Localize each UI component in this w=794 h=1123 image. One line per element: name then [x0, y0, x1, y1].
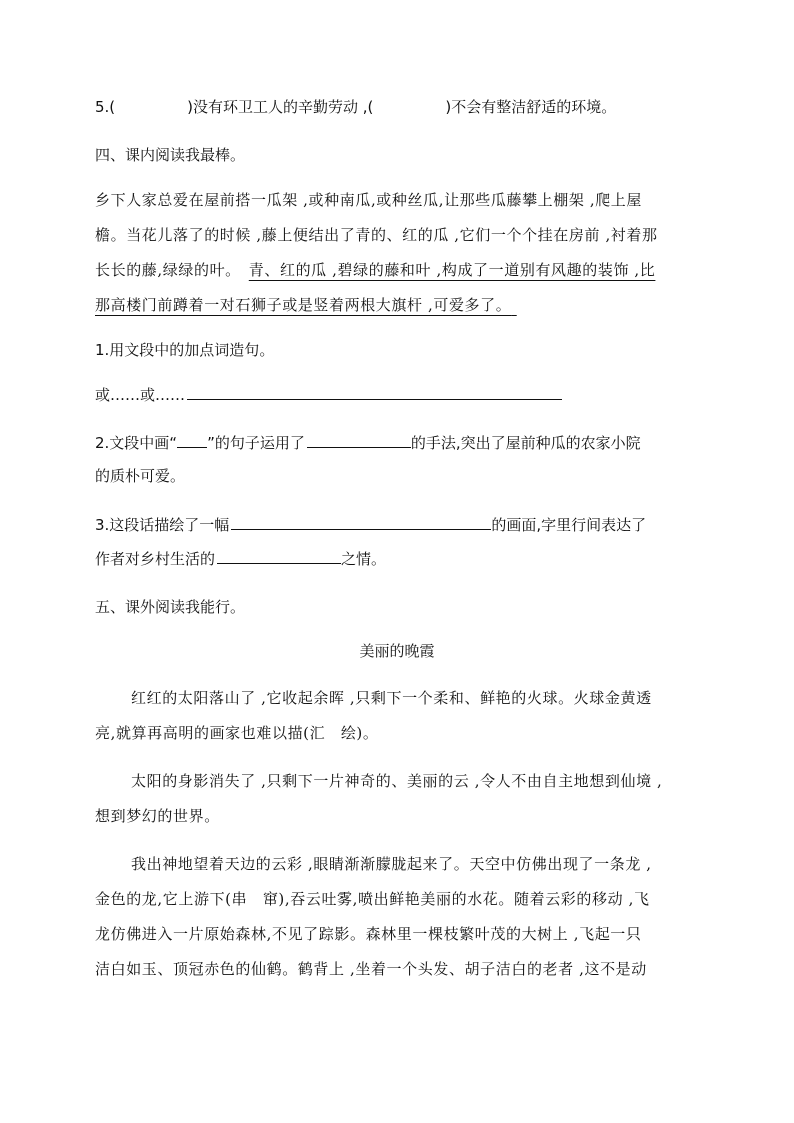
passage-line: 檐。当花儿落了的时候 ,藤上便结出了青的、红的瓜 ,它们一个个挂在房前 ,衬着那	[95, 226, 658, 244]
answer-blank[interactable]	[177, 433, 207, 448]
answer-blank[interactable]	[217, 549, 341, 564]
question-3-part-c: 作者对乡村生活的	[95, 550, 216, 568]
underlined-sentence: 那高楼门前蹲着一对石狮子或是竖着两根大旗杆 ,可爱多了。	[95, 296, 512, 314]
passage-line: 乡下人家总爱在屋前搭一瓜架 ,或种南瓜,或种丝瓜,让那些瓜藤攀上棚架 ,爬上屋	[95, 191, 643, 209]
passage-line	[95, 295, 517, 315]
question-5-middle: )没有环卫工人的辛勤劳动 ,(	[187, 98, 374, 116]
article-paragraph-line: 龙仿佛进入一片原始森林,不见了踪影。森林里一棵枝繁叶茂的大树上 ,飞起一只	[95, 925, 642, 943]
underlined-sentence: 青、红的瓜 ,碧绿的藤和叶 ,构成了一道别有风趣的装饰 ,比	[248, 261, 656, 279]
question-3-continued	[95, 549, 386, 569]
article-paragraph-line: 亮,就算再高明的画家也难以描(汇 绘)。	[95, 724, 379, 742]
article-paragraph-line: 金色的龙,它上游下(串 窜),吞云吐雾,喷出鲜艳美丽的水花。随着云彩的移动 ,飞	[95, 890, 650, 908]
question-3	[95, 515, 646, 535]
question-1-answer-line	[95, 385, 562, 405]
question-2-continued: 的质朴可爱。	[95, 467, 186, 485]
question-1: 1.用文段中的加点词造句。	[95, 341, 275, 359]
question-2-part-b: ”的句子运用了	[207, 434, 305, 452]
question-5	[95, 97, 616, 117]
section-5-title: 五、课外阅读我能行。	[95, 598, 246, 616]
article-paragraph-line: 我出神地望着天边的云彩 ,眼睛渐渐朦胧起来了。天空中仿佛出现了一条龙 ,	[131, 855, 652, 873]
article-paragraph-line: 洁白如玉、顶冠赤色的仙鹤。鹤背上 ,坐着一个头发、胡子洁白的老者 ,这不是动	[95, 960, 647, 978]
question-2-part-c: 的手法,突出了屋前种瓜的农家小院	[410, 434, 641, 452]
underline-extension	[511, 296, 516, 314]
question-3-part-d: 之情。	[341, 550, 387, 568]
article-paragraph-line: 太阳的身影消失了 ,只剩下一片神奇的、美丽的云 ,令人不由自主地想到仙境 ,	[131, 772, 663, 790]
question-5-end: )不会有整洁舒适的环境。	[445, 98, 617, 116]
question-2	[95, 433, 641, 453]
question-5-number: 5.(	[95, 98, 116, 116]
question-1-prompt: 或……或……	[95, 386, 186, 404]
passage-line	[95, 260, 655, 280]
question-3-part-b: 的画面,字里行间表达了	[491, 516, 647, 534]
article-paragraph-line: 想到梦幻的世界。	[95, 807, 220, 825]
section-4-title: 四、课内阅读我最棒。	[95, 146, 246, 164]
answer-blank[interactable]	[307, 433, 411, 448]
answer-blank[interactable]	[231, 515, 491, 530]
answer-blank[interactable]	[187, 385, 562, 400]
article-title: 美丽的晚霞	[359, 642, 435, 660]
question-2-part-a: 2.文段中画“	[95, 434, 178, 452]
article-paragraph-line: 红红的太阳落山了 ,它收起余晖 ,只剩下一个柔和、鲜艳的火球。火球金黄透	[131, 689, 652, 707]
passage-text: 长长的藤,绿绿的叶。	[95, 261, 241, 279]
question-3-part-a: 3.这段话描绘了一幅	[95, 516, 230, 534]
